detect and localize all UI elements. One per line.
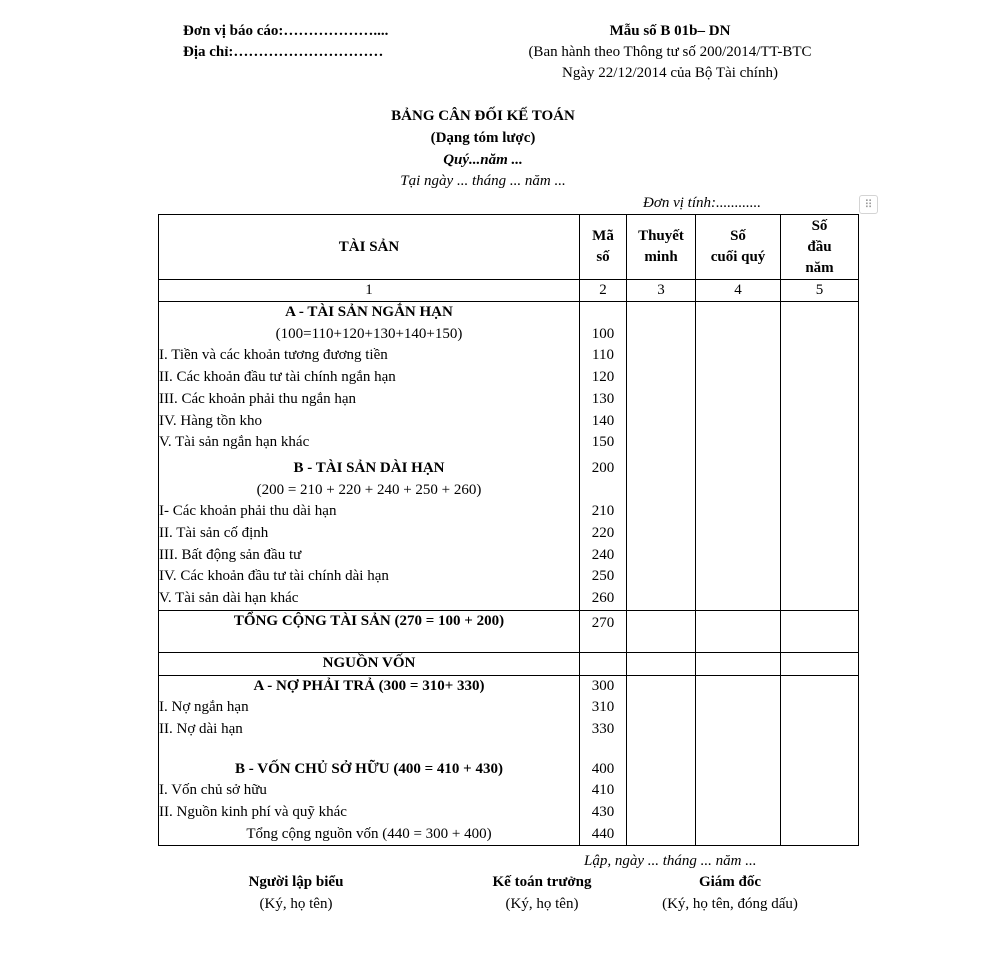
capital-heading-row <box>159 652 859 675</box>
row-label: I. Tiền và các khoản tương đương tiền <box>159 345 580 367</box>
header-beginning-of-year: Số đầu năm <box>781 215 859 280</box>
table-row <box>159 545 859 567</box>
column-number: 2 <box>580 280 627 302</box>
document-subtitle: (Dạng tóm lược) <box>430 130 536 146</box>
section-formula: (200 = 210 + 220 + 240 + 250 + 260) <box>159 480 580 502</box>
section-a-heading-row <box>159 302 859 324</box>
table-row <box>159 719 859 741</box>
table-row <box>159 411 859 433</box>
row-label: IV. Các khoản đầu tư tài chính dài hạn <box>159 566 580 588</box>
row-code: 300 <box>580 675 627 697</box>
total-assets-label: TỔNG CỘNG TÀI SẢN (270 = 100 + 200) <box>159 610 580 652</box>
row-code: 310 <box>580 697 627 719</box>
drag-handle-icon[interactable]: ⠿ <box>859 195 878 214</box>
table-row <box>159 697 859 719</box>
row-code: 210 <box>580 501 627 523</box>
section-heading: B - VỐN CHỦ SỞ HỮU (400 = 410 + 430) <box>159 759 580 781</box>
row-code: 240 <box>580 545 627 567</box>
row-code: 130 <box>580 389 627 411</box>
period-label: Quý...năm ... <box>443 152 523 168</box>
director-signature-note: (Ký, họ tên, đóng dấu) <box>662 896 798 912</box>
table-row <box>159 432 859 454</box>
row-label: IV. Hàng tồn kho <box>159 411 580 433</box>
as-of-date: Tại ngày ... tháng ... năm ... <box>400 173 566 189</box>
row-code: 270 <box>580 610 627 652</box>
address-label: Địa chỉ:………………………… <box>183 44 384 60</box>
preparer-signature-note: (Ký, họ tên) <box>259 896 333 912</box>
spacer-row <box>159 741 859 759</box>
table-row <box>159 588 859 610</box>
row-label: I. Nợ ngắn hạn <box>159 697 580 719</box>
row-label: V. Tài sản ngắn hạn khác <box>159 432 580 454</box>
header-assets: TÀI SẢN <box>159 215 580 280</box>
reporting-unit-label: Đơn vị báo cáo:……………….... <box>183 23 389 39</box>
issued-date: Ngày 22/12/2014 của Bộ Tài chính) <box>562 65 778 81</box>
table-header-row <box>159 215 859 280</box>
table-row <box>159 802 859 824</box>
row-code: 220 <box>580 523 627 545</box>
row-code: 330 <box>580 719 627 741</box>
liabilities-heading-row <box>159 675 859 697</box>
row-code: 400 <box>580 759 627 781</box>
form-number: Mẫu số B 01b– DN <box>609 23 731 39</box>
section-heading: A - TÀI SẢN NGẮN HẠN <box>159 302 580 324</box>
row-code: 100 <box>580 324 627 346</box>
row-label: III. Các khoản phải thu ngắn hạn <box>159 389 580 411</box>
row-code: 140 <box>580 411 627 433</box>
row-label: II. Nợ dài hạn <box>159 719 580 741</box>
equity-heading-row <box>159 759 859 781</box>
table-row <box>159 389 859 411</box>
row-code: 410 <box>580 780 627 802</box>
table-row <box>159 566 859 588</box>
section-b-heading-row <box>159 454 859 480</box>
section-b-formula-row <box>159 480 859 502</box>
issued-by: (Ban hành theo Thông tư số 200/2014/TT-BTC <box>528 44 812 60</box>
row-code: 260 <box>580 588 627 610</box>
column-number: 4 <box>696 280 781 302</box>
column-number: 1 <box>159 280 580 302</box>
unit-label: Đơn vị tính:............ <box>643 195 761 211</box>
row-code: 430 <box>580 802 627 824</box>
report-date-line: Lập, ngày ... tháng ... năm ... <box>584 853 757 869</box>
row-label: III. Bất động sản đầu tư <box>159 545 580 567</box>
director-title: Giám đốc <box>698 874 762 890</box>
section-heading: A - NỢ PHẢI TRẢ (300 = 310+ 330) <box>159 675 580 697</box>
capital-heading: NGUỒN VỐN <box>159 652 580 675</box>
column-number: 5 <box>781 280 859 302</box>
row-code: 120 <box>580 367 627 389</box>
total-capital-label: Tổng cộng nguồn vốn (440 = 300 + 400) <box>159 824 580 846</box>
balance-sheet-table <box>158 214 859 846</box>
document-title: BẢNG CÂN ĐỐI KẾ TOÁN <box>391 108 575 124</box>
row-code: 200 <box>580 454 627 480</box>
total-capital-row <box>159 824 859 846</box>
table-row <box>159 523 859 545</box>
row-code: 440 <box>580 824 627 846</box>
total-assets-row <box>159 610 859 652</box>
preparer-title: Người lập biểu <box>248 874 344 890</box>
section-a-formula-row <box>159 324 859 346</box>
table-row <box>159 367 859 389</box>
row-label: II. Nguồn kinh phí và quỹ khác <box>159 802 580 824</box>
row-label: II. Tài sản cố định <box>159 523 580 545</box>
row-code: 110 <box>580 345 627 367</box>
section-heading: B - TÀI SẢN DÀI HẠN <box>159 454 580 480</box>
table-row <box>159 780 859 802</box>
column-number: 3 <box>627 280 696 302</box>
table-row <box>159 501 859 523</box>
row-code: 250 <box>580 566 627 588</box>
column-number-row <box>159 280 859 302</box>
header-code: Mã số <box>580 215 627 280</box>
chief-accountant-signature-note: (Ký, họ tên) <box>505 896 579 912</box>
header-note: Thuyết minh <box>627 215 696 280</box>
row-label: I. Vốn chủ sở hữu <box>159 780 580 802</box>
row-code: 150 <box>580 432 627 454</box>
section-formula: (100=110+120+130+140+150) <box>159 324 580 346</box>
table-row <box>159 345 859 367</box>
row-label: II. Các khoản đầu tư tài chính ngắn hạn <box>159 367 580 389</box>
header-end-of-quarter: Số cuối quý <box>696 215 781 280</box>
row-label: V. Tài sản dài hạn khác <box>159 588 580 610</box>
row-label: I- Các khoản phải thu dài hạn <box>159 501 580 523</box>
chief-accountant-title: Kế toán trưởng <box>492 874 592 890</box>
